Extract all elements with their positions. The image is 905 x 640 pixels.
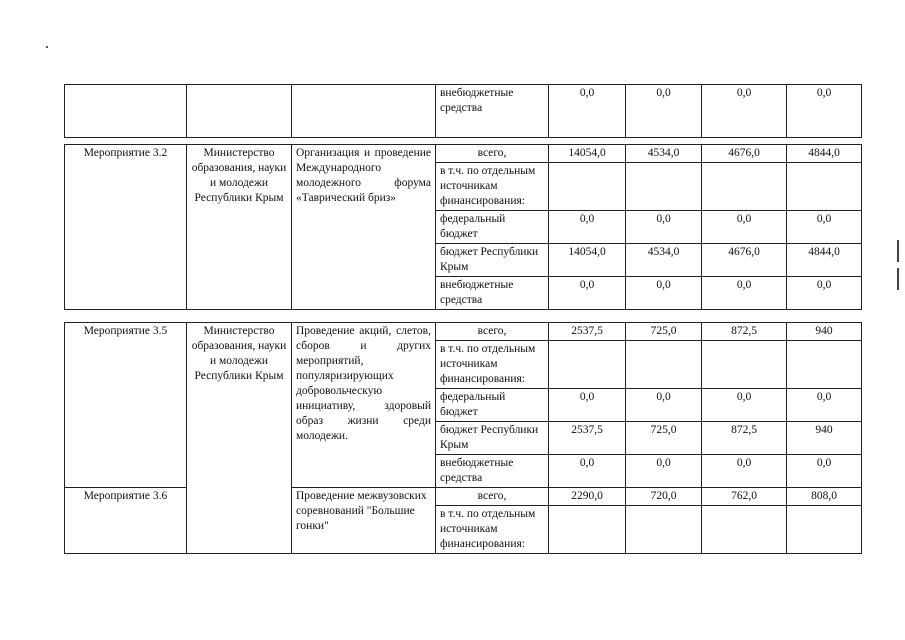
value-cell: 0,0	[702, 277, 787, 310]
scan-mark	[897, 268, 899, 290]
value-cell: 0,0	[787, 85, 862, 138]
funding-source-cell: внебюджетные средства	[436, 455, 549, 488]
funding-table-block-3	[64, 322, 862, 554]
value-cell: 0,0	[702, 211, 787, 244]
value-cell: 2537,5	[549, 422, 626, 455]
value-cell: 4534,0	[626, 145, 702, 163]
table-row	[65, 323, 862, 341]
value-cell: 0,0	[787, 211, 862, 244]
value-cell: 0,0	[549, 85, 626, 138]
description-cell: Проведение акций, слетов, сборов и других мероприятий, популяризирующих добровольческую инициативу, здоровый образ жизни среди молодежи.	[292, 323, 436, 488]
value-cell: 4844,0	[787, 244, 862, 277]
value-cell: 4534,0	[626, 244, 702, 277]
scan-speck	[46, 46, 48, 48]
value-cell: 0,0	[549, 277, 626, 310]
value-cell: 14054,0	[549, 145, 626, 163]
executor-cell: Министерство образования, науки и молодежи Республики Крым	[187, 323, 292, 554]
value-cell: 0,0	[626, 277, 702, 310]
value-cell	[702, 341, 787, 389]
scan-mark	[897, 240, 899, 262]
value-cell	[549, 341, 626, 389]
value-cell: 0,0	[549, 211, 626, 244]
value-cell: 14054,0	[549, 244, 626, 277]
value-cell: 872,5	[702, 422, 787, 455]
value-cell	[626, 163, 702, 211]
event-cell: Мероприятие 3.6	[65, 488, 187, 554]
event-cell	[65, 85, 187, 138]
table-row	[65, 145, 862, 163]
value-cell: 0,0	[549, 389, 626, 422]
funding-source-cell: федеральный бюджет	[436, 389, 549, 422]
value-cell: 0,0	[626, 455, 702, 488]
value-cell: 2290,0	[549, 488, 626, 506]
funding-source-cell: внебюджетные средства	[436, 277, 549, 310]
value-cell	[549, 163, 626, 211]
funding-source-cell: бюджет Республики Крым	[436, 244, 549, 277]
value-cell	[702, 163, 787, 211]
value-cell: 725,0	[626, 422, 702, 455]
value-cell: 0,0	[702, 85, 787, 138]
value-cell: 808,0	[787, 488, 862, 506]
value-cell: 940	[787, 323, 862, 341]
funding-source-cell: в т.ч. по отдельным источникам финансирования:	[436, 341, 549, 389]
funding-source-cell: федеральный бюджет	[436, 211, 549, 244]
funding-source-cell: всего,	[436, 488, 549, 506]
value-cell: 725,0	[626, 323, 702, 341]
value-cell: 0,0	[787, 389, 862, 422]
value-cell	[626, 506, 702, 554]
value-cell	[787, 341, 862, 389]
table-row	[65, 488, 862, 506]
value-cell: 0,0	[549, 455, 626, 488]
value-cell: 4676,0	[702, 145, 787, 163]
value-cell: 940	[787, 422, 862, 455]
executor-cell	[187, 85, 292, 138]
value-cell: 0,0	[702, 455, 787, 488]
description-cell	[292, 85, 436, 138]
funding-source-cell: внебюджетные средства	[436, 85, 549, 138]
funding-source-cell: бюджет Республики Крым	[436, 422, 549, 455]
value-cell	[787, 163, 862, 211]
value-cell	[702, 506, 787, 554]
value-cell: 0,0	[626, 211, 702, 244]
value-cell: 4676,0	[702, 244, 787, 277]
table-row	[65, 85, 862, 138]
value-cell: 0,0	[787, 277, 862, 310]
value-cell: 872,5	[702, 323, 787, 341]
funding-source-cell: в т.ч. по отдельным источникам финансирования:	[436, 506, 549, 554]
funding-source-cell: всего,	[436, 145, 549, 163]
funding-table-block-1	[64, 84, 862, 138]
value-cell	[549, 506, 626, 554]
event-cell: Мероприятие 3.5	[65, 323, 187, 488]
value-cell: 0,0	[626, 85, 702, 138]
value-cell: 2537,5	[549, 323, 626, 341]
value-cell: 4844,0	[787, 145, 862, 163]
value-cell: 762,0	[702, 488, 787, 506]
description-cell: Проведение межвузовских соревнований "Большие гонки"	[292, 488, 436, 554]
funding-table-block-2	[64, 144, 862, 310]
value-cell	[626, 341, 702, 389]
executor-cell: Министерство образования, науки и молодежи Республики Крым	[187, 145, 292, 310]
event-cell: Мероприятие 3.2	[65, 145, 187, 310]
value-cell	[787, 506, 862, 554]
description-cell: Организация и проведение Международного молодежного форума «Таврический бриз»	[292, 145, 436, 310]
value-cell: 0,0	[787, 455, 862, 488]
value-cell: 0,0	[702, 389, 787, 422]
value-cell: 0,0	[626, 389, 702, 422]
funding-source-cell: в т.ч. по отдельным источникам финансирования:	[436, 163, 549, 211]
value-cell: 720,0	[626, 488, 702, 506]
funding-source-cell: всего,	[436, 323, 549, 341]
